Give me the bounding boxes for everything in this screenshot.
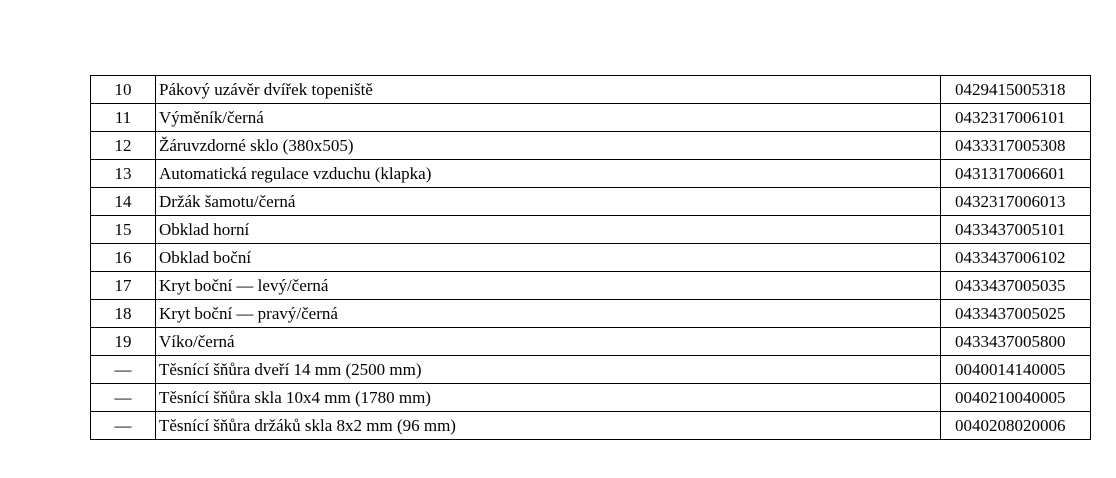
part-name: Žáruvzdorné sklo (380x505) [156,132,941,160]
part-code: 0433317005308 [941,132,1091,160]
table-row [91,188,1091,216]
part-name: Obklad boční [156,244,941,272]
position-number: 10 [91,76,156,104]
position-number: 18 [91,300,156,328]
position-number: 17 [91,272,156,300]
part-code: 0431317006601 [941,160,1091,188]
table-row [91,104,1091,132]
part-code: 0429415005318 [941,76,1091,104]
part-name: Automatická regulace vzduchu (klapka) [156,160,941,188]
part-name: Obklad horní [156,216,941,244]
part-code: 0433437006102 [941,244,1091,272]
part-code: 0433437005101 [941,216,1091,244]
part-code: 0433437005025 [941,300,1091,328]
table-row [91,412,1091,440]
table-row [91,384,1091,412]
part-name: Těsnící šňůra dveří 14 mm (2500 mm) [156,356,941,384]
position-number: — [91,384,156,412]
part-name: Kryt boční — pravý/černá [156,300,941,328]
part-name: Držák šamotu/černá [156,188,941,216]
table-row [91,356,1091,384]
part-name: Kryt boční — levý/černá [156,272,941,300]
part-name: Těsnící šňůra držáků skla 8x2 mm (96 mm) [156,412,941,440]
table-row [91,300,1091,328]
part-code: 0040210040005 [941,384,1091,412]
table-row [91,132,1091,160]
position-number: 14 [91,188,156,216]
part-code: 0040208020006 [941,412,1091,440]
position-number: 11 [91,104,156,132]
part-code: 0040014140005 [941,356,1091,384]
position-number: — [91,356,156,384]
position-number: — [91,412,156,440]
table-row [91,160,1091,188]
part-code: 0432317006013 [941,188,1091,216]
part-code: 0433437005035 [941,272,1091,300]
table-row [91,328,1091,356]
part-name: Těsnící šňůra skla 10x4 mm (1780 mm) [156,384,941,412]
position-number: 12 [91,132,156,160]
position-number: 15 [91,216,156,244]
parts-table-body [91,76,1091,440]
position-number: 13 [91,160,156,188]
parts-table [90,75,1091,440]
part-code: 0432317006101 [941,104,1091,132]
table-row [91,244,1091,272]
table-row [91,216,1091,244]
part-code: 0433437005800 [941,328,1091,356]
part-name: Výměník/černá [156,104,941,132]
position-number: 19 [91,328,156,356]
part-name: Pákový uzávěr dvířek topeniště [156,76,941,104]
table-row [91,76,1091,104]
part-name: Víko/černá [156,328,941,356]
table-row [91,272,1091,300]
position-number: 16 [91,244,156,272]
